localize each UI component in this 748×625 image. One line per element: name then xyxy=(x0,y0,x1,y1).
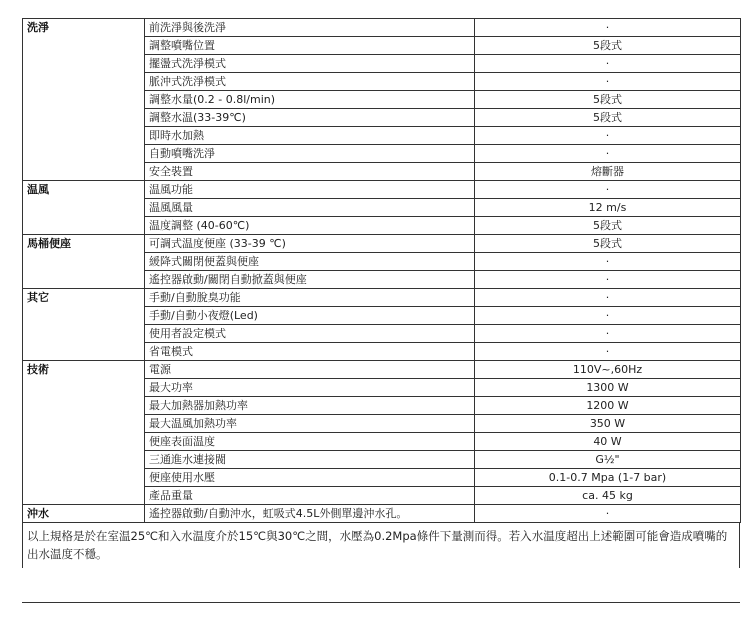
value-cell: · xyxy=(475,289,741,307)
feature-cell: 調整水温(33-39℃) xyxy=(145,109,475,127)
category-cell xyxy=(23,433,145,451)
feature-cell: 最大温風加熱功率 xyxy=(145,415,475,433)
spec-table-body xyxy=(23,19,741,523)
feature-cell: 遙控器啟動/自動沖水，虹吸式4.5L外側單邊沖水孔。 xyxy=(145,505,475,523)
category-cell xyxy=(23,397,145,415)
feature-cell: 省電模式 xyxy=(145,343,475,361)
value-cell: · xyxy=(475,181,741,199)
feature-cell: 前洗淨與後洗淨 xyxy=(145,19,475,37)
feature-cell: 手動/自動小夜燈(Led) xyxy=(145,307,475,325)
feature-cell: 產品重量 xyxy=(145,487,475,505)
category-cell xyxy=(23,37,145,55)
value-cell: · xyxy=(475,19,741,37)
table-row xyxy=(23,487,741,505)
table-row xyxy=(23,379,741,397)
value-cell: 110V~,60Hz xyxy=(475,361,741,379)
category-cell xyxy=(23,487,145,505)
feature-cell: 温風功能 xyxy=(145,181,475,199)
feature-cell: 温風風量 xyxy=(145,199,475,217)
table-row xyxy=(23,109,741,127)
category-cell xyxy=(23,73,145,91)
feature-cell: 最大加熱器加熱功率 xyxy=(145,397,475,415)
table-row xyxy=(23,289,741,307)
feature-cell: 調整水量(0.2 - 0.8l/min) xyxy=(145,91,475,109)
value-cell: 熔斷器 xyxy=(475,163,741,181)
value-cell: 5段式 xyxy=(475,91,741,109)
category-cell: 其它 xyxy=(23,289,145,307)
table-row xyxy=(23,199,741,217)
category-cell: 温風 xyxy=(23,181,145,199)
spec-sheet xyxy=(22,18,740,603)
feature-cell: 便座使用水壓 xyxy=(145,469,475,487)
value-cell: 40 W xyxy=(475,433,741,451)
category-cell xyxy=(23,145,145,163)
value-cell: · xyxy=(475,73,741,91)
feature-cell: 使用者設定模式 xyxy=(145,325,475,343)
spec-table xyxy=(22,18,741,523)
category-cell xyxy=(23,55,145,73)
table-row xyxy=(23,271,741,289)
category-cell xyxy=(23,127,145,145)
table-row xyxy=(23,217,741,235)
category-cell: 洗淨 xyxy=(23,19,145,37)
feature-cell: 緩降式關閉便蓋與便座 xyxy=(145,253,475,271)
value-cell: · xyxy=(475,253,741,271)
feature-cell: 即時水加熱 xyxy=(145,127,475,145)
feature-cell: 脈沖式洗淨模式 xyxy=(145,73,475,91)
table-row xyxy=(23,469,741,487)
value-cell: ca. 45 kg xyxy=(475,487,741,505)
table-row xyxy=(23,91,741,109)
value-cell: 5段式 xyxy=(475,217,741,235)
footnote: 以上規格是於在室温25℃和入水温度介於15℃與30℃之間，水壓為0.2Mpa條件下量測而得。若入水温度超出上述範圍可能會造成噴嘴的出水温度不穩。 xyxy=(22,523,740,568)
category-cell xyxy=(23,217,145,235)
table-row xyxy=(23,397,741,415)
table-row xyxy=(23,307,741,325)
table-row xyxy=(23,505,741,523)
category-cell xyxy=(23,325,145,343)
feature-cell: 安全裝置 xyxy=(145,163,475,181)
category-cell: 沖水 xyxy=(23,505,145,523)
value-cell: · xyxy=(475,343,741,361)
feature-cell: 電源 xyxy=(145,361,475,379)
feature-cell: 可調式温度便座 (33-39 ℃) xyxy=(145,235,475,253)
category-cell xyxy=(23,253,145,271)
table-row xyxy=(23,127,741,145)
table-row xyxy=(23,55,741,73)
category-cell xyxy=(23,271,145,289)
category-cell xyxy=(23,415,145,433)
value-cell: G½" xyxy=(475,451,741,469)
table-row xyxy=(23,37,741,55)
feature-cell: 手動/自動脫臭功能 xyxy=(145,289,475,307)
category-cell: 馬桶便座 xyxy=(23,235,145,253)
table-row xyxy=(23,433,741,451)
value-cell: 0.1-0.7 Mpa (1-7 bar) xyxy=(475,469,741,487)
feature-cell: 便座表面温度 xyxy=(145,433,475,451)
category-cell xyxy=(23,379,145,397)
feature-cell: 遙控器啟動/關閉自動掀蓋與便座 xyxy=(145,271,475,289)
value-cell: · xyxy=(475,145,741,163)
feature-cell: 自動噴嘴洗淨 xyxy=(145,145,475,163)
feature-cell: 温度調整 (40-60℃) xyxy=(145,217,475,235)
feature-cell: 調整噴嘴位置 xyxy=(145,37,475,55)
value-cell: · xyxy=(475,325,741,343)
table-row xyxy=(23,19,741,37)
table-row xyxy=(23,253,741,271)
feature-cell: 最大功率 xyxy=(145,379,475,397)
category-cell xyxy=(23,307,145,325)
category-cell xyxy=(23,451,145,469)
table-row xyxy=(23,181,741,199)
table-row xyxy=(23,451,741,469)
table-row xyxy=(23,343,741,361)
value-cell: 1200 W xyxy=(475,397,741,415)
table-row xyxy=(23,73,741,91)
value-cell: 5段式 xyxy=(475,235,741,253)
table-row xyxy=(23,325,741,343)
category-cell: 技術 xyxy=(23,361,145,379)
category-cell xyxy=(23,91,145,109)
value-cell: · xyxy=(475,505,741,523)
category-cell xyxy=(23,469,145,487)
table-row xyxy=(23,415,741,433)
value-cell: 1300 W xyxy=(475,379,741,397)
category-cell xyxy=(23,109,145,127)
category-cell xyxy=(23,163,145,181)
category-cell xyxy=(23,199,145,217)
feature-cell: 三通進水連接閥 xyxy=(145,451,475,469)
table-row xyxy=(23,163,741,181)
value-cell: 12 m/s xyxy=(475,199,741,217)
table-row xyxy=(23,235,741,253)
category-cell xyxy=(23,343,145,361)
table-row xyxy=(23,145,741,163)
value-cell: 350 W xyxy=(475,415,741,433)
value-cell: 5段式 xyxy=(475,109,741,127)
value-cell: · xyxy=(475,127,741,145)
value-cell: 5段式 xyxy=(475,37,741,55)
table-row xyxy=(23,361,741,379)
value-cell: · xyxy=(475,55,741,73)
feature-cell: 擺盪式洗淨模式 xyxy=(145,55,475,73)
value-cell: · xyxy=(475,307,741,325)
value-cell: · xyxy=(475,271,741,289)
